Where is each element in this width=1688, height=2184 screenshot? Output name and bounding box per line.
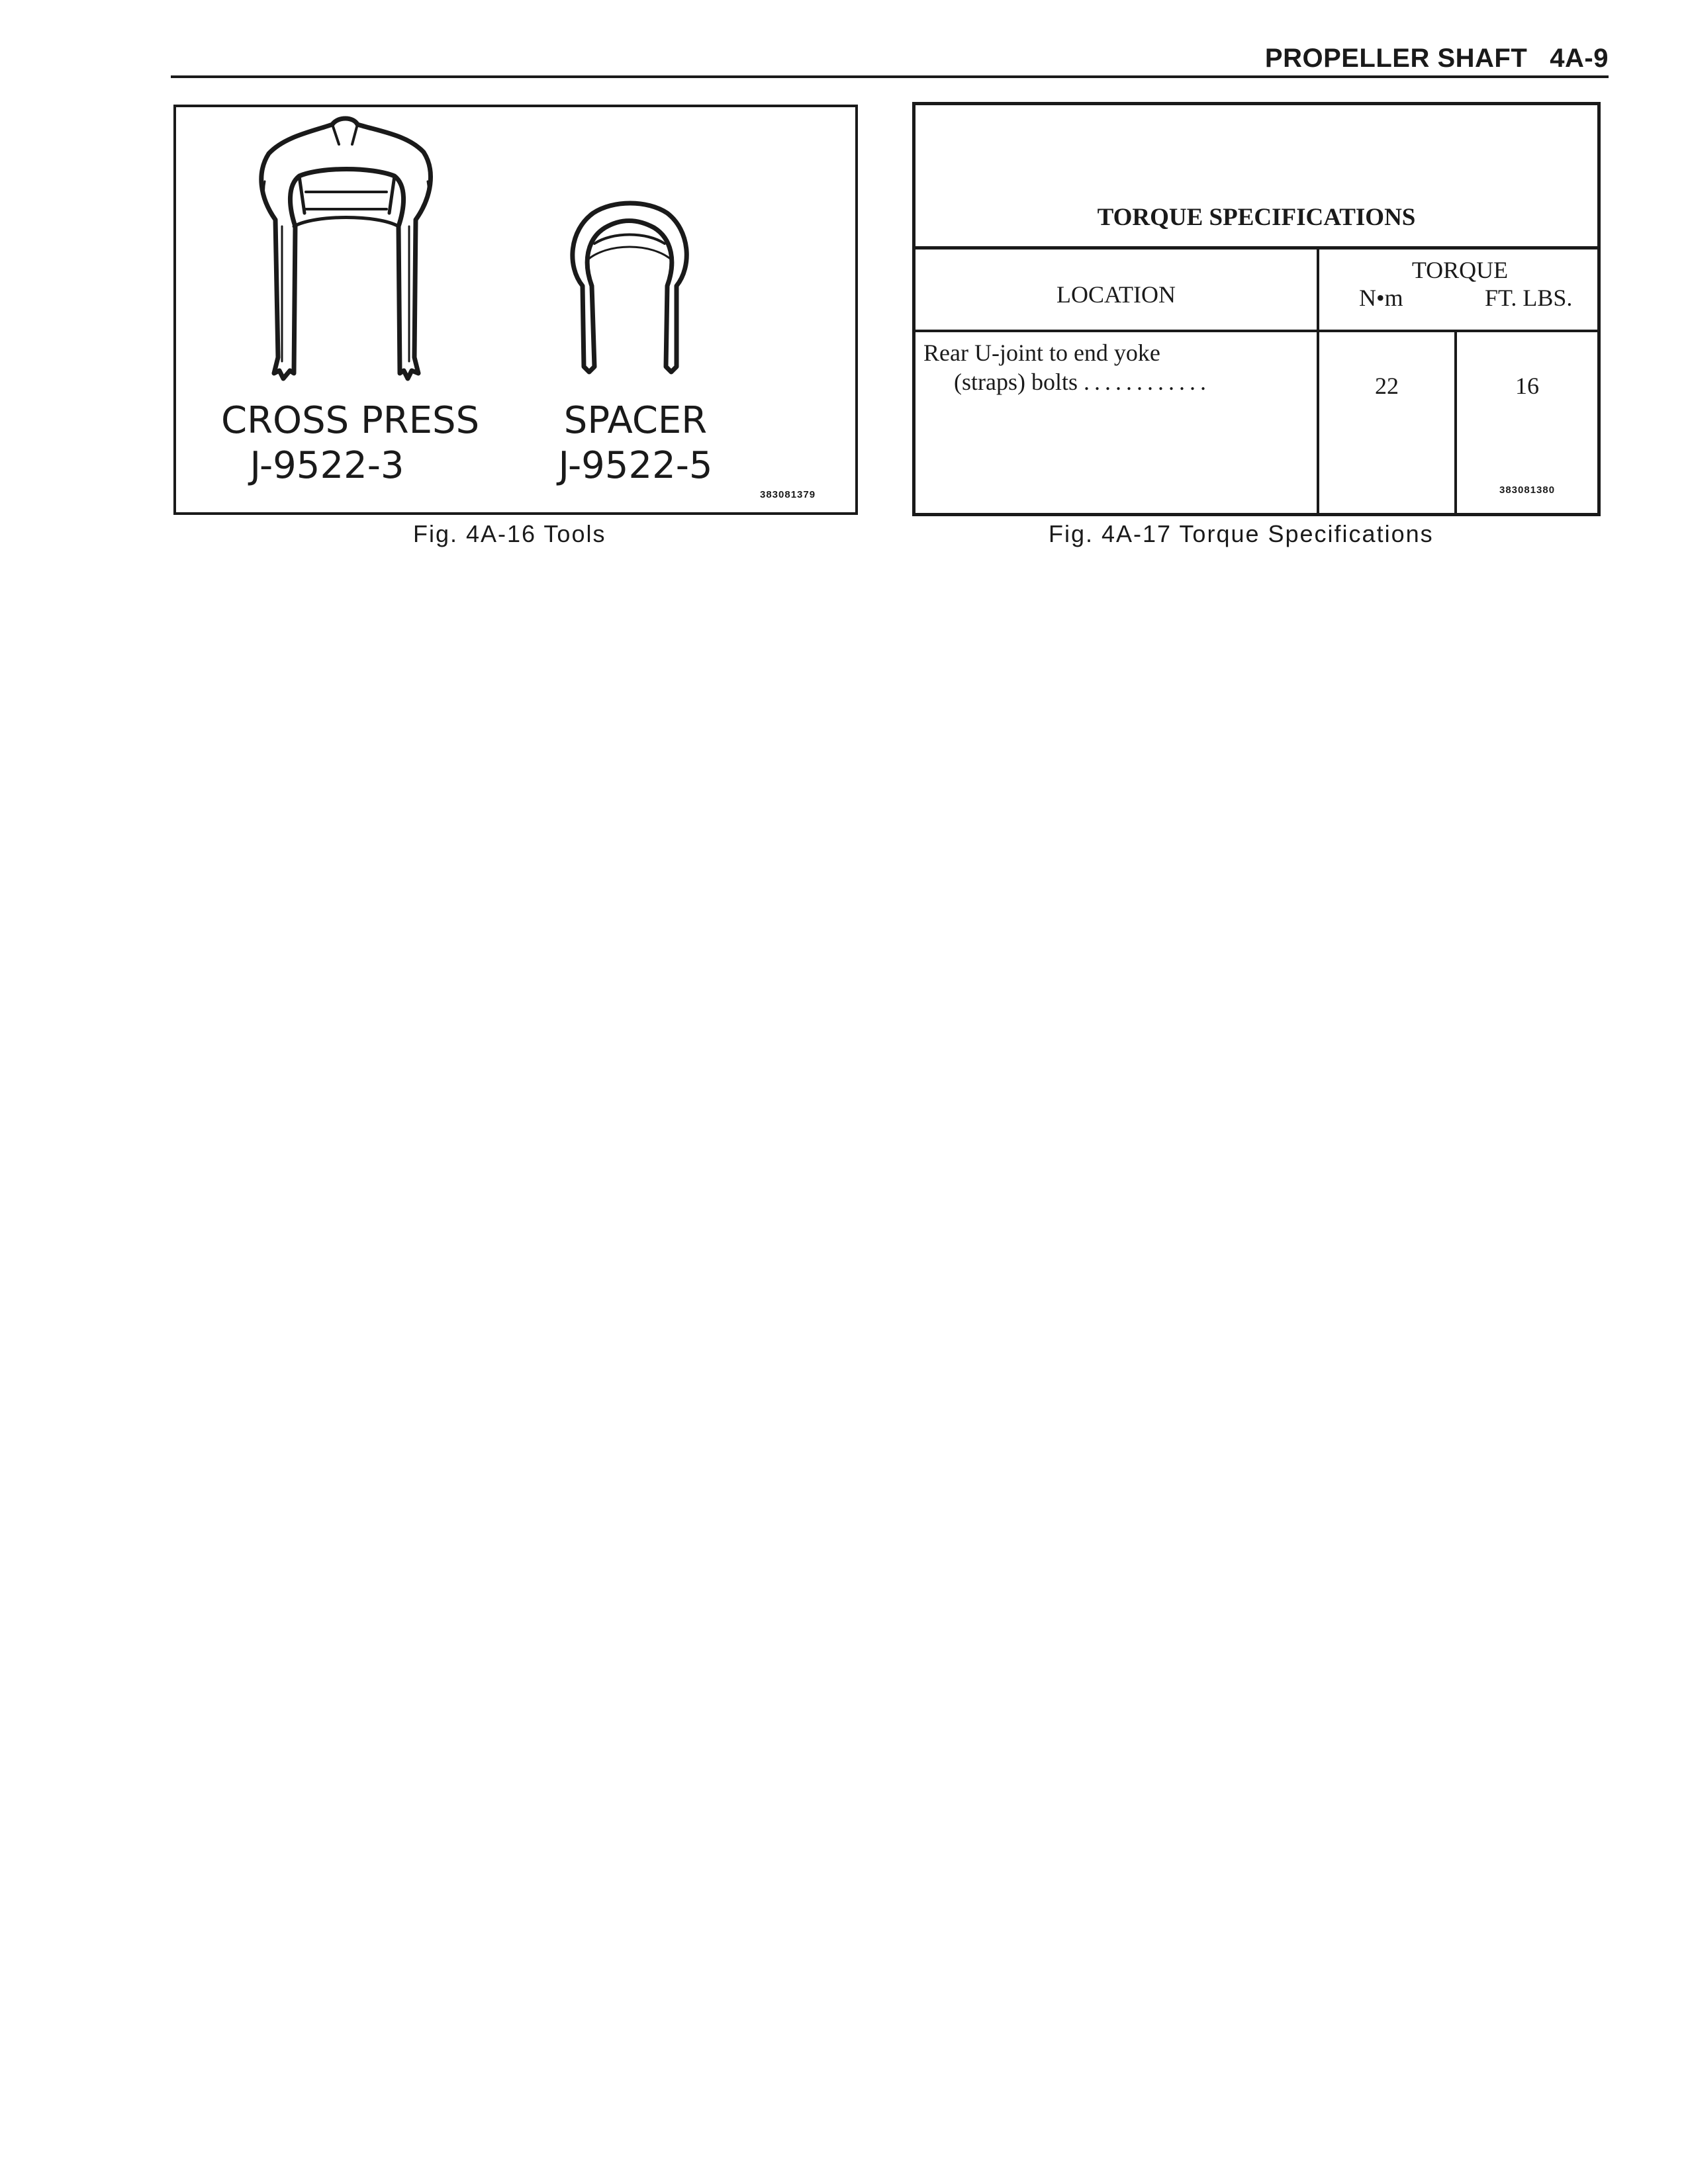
header-rule xyxy=(171,75,1609,78)
figure-caption-torque: Fig. 4A-17 Torque Specifications xyxy=(1049,520,1434,547)
title-divider xyxy=(915,246,1597,250)
spacer-part-number: J-9522-5 xyxy=(558,444,713,487)
figure-tools xyxy=(173,105,858,515)
cross-press-name: CROSS PRESS xyxy=(221,399,480,442)
section-title: PROPELLER SHAFT xyxy=(1264,44,1528,73)
cross-press-label xyxy=(221,398,480,488)
row-nm-value: 22 xyxy=(1375,373,1399,399)
torque-spec-table xyxy=(912,102,1601,516)
cross-press-part-number: J-9522-3 xyxy=(250,444,404,487)
figure-id: 383081379 xyxy=(760,489,816,500)
row-location-line1: Rear U-joint to end yoke xyxy=(923,340,1160,366)
table-title: TORQUE SPECIFICATIONS xyxy=(1097,204,1416,231)
header-divider xyxy=(915,330,1597,332)
column-header-ftlbs: FT. LBS. xyxy=(1485,285,1573,311)
row-location-line2 xyxy=(954,368,1211,396)
spacer-label xyxy=(556,398,715,488)
row-location-text: (straps) bolts xyxy=(954,369,1078,395)
cross-press-icon xyxy=(261,118,431,379)
torque-column-divider xyxy=(1454,330,1457,516)
column-header-nm: N•m xyxy=(1359,285,1403,311)
page-header xyxy=(1265,44,1609,73)
row-ftlbs-value: 16 xyxy=(1515,373,1539,399)
spacer-icon xyxy=(573,203,686,372)
column-header-location: LOCATION xyxy=(1056,281,1176,308)
leader-dots: ............ xyxy=(1083,369,1211,395)
page-number: 4A-9 xyxy=(1550,44,1609,73)
column-header-torque: TORQUE xyxy=(1411,257,1509,283)
figure-caption-tools: Fig. 4A-16 Tools xyxy=(413,520,606,547)
spacer-name: SPACER xyxy=(563,399,708,442)
figure-id: 383081380 xyxy=(1499,484,1556,496)
